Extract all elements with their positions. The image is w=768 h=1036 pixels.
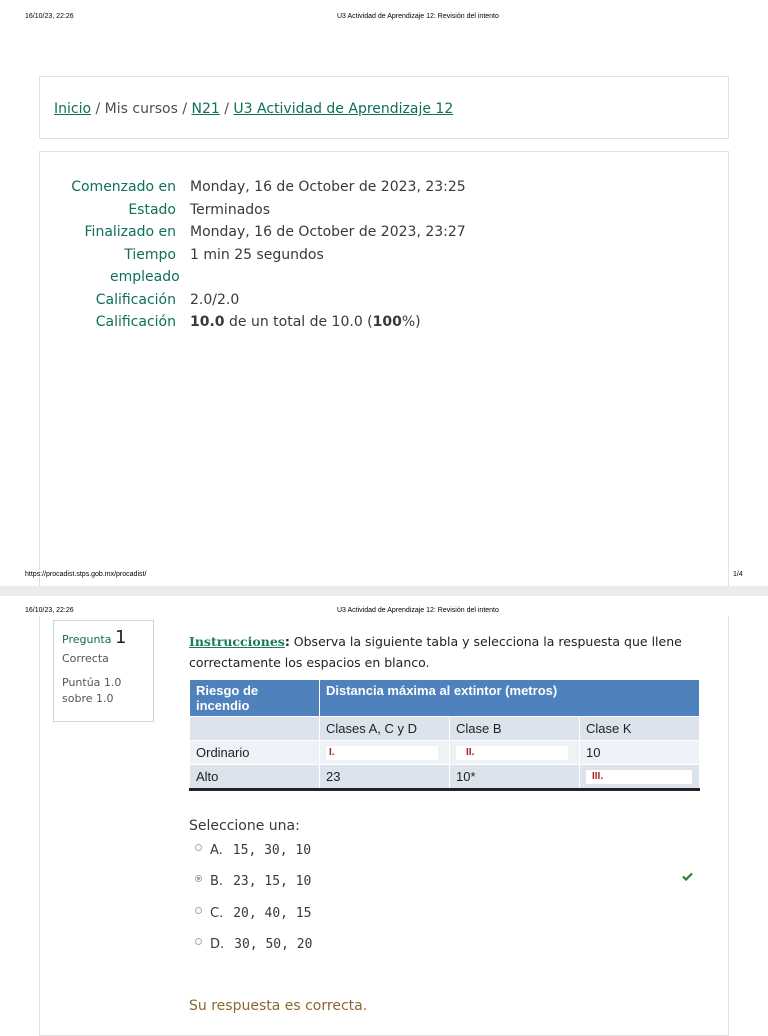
option-letter: B.: [210, 874, 224, 889]
summary-value: 2.0/2.0: [190, 291, 240, 308]
summary-row-marks: [40, 289, 700, 312]
print-page-number: 1/4: [733, 571, 743, 578]
option-text: 23, 15, 10: [233, 874, 312, 889]
instructions-text: Observa la siguiente tabla y selecciona la respuesta que llene correctamente los espacios en blanco.: [189, 634, 682, 670]
table-header-risk: Riesgo de incendio: [190, 680, 320, 717]
breadcrumb-separator: /: [224, 101, 229, 117]
page-break: [0, 586, 768, 596]
blank-field: III.: [586, 770, 692, 784]
option-letter: A.: [210, 843, 223, 858]
summary-value: [190, 311, 700, 334]
breadcrumb-activity-link[interactable]: U3 Actividad de Aprendizaje 12: [233, 101, 454, 117]
table-row-label: Alto: [190, 765, 320, 790]
summary-row-time: [40, 244, 700, 289]
summary-label: Estado: [128, 201, 176, 218]
print-title: U3 Actividad de Aprendizaje 12: Revisión del intento: [337, 607, 499, 614]
summary-row-started: [40, 176, 700, 199]
table-cell: [450, 741, 580, 765]
breadcrumb-courses: Mis cursos: [104, 101, 178, 117]
option-text: 30, 50, 20: [234, 937, 313, 952]
attempt-summary: [40, 176, 700, 334]
summary-value: Monday, 16 de October de 2023, 23:25: [190, 179, 466, 195]
option-letter: D.: [210, 937, 225, 952]
summary-label: Comenzado en: [71, 179, 176, 195]
check-icon: [682, 870, 693, 885]
breadcrumb-container: [39, 76, 729, 139]
select-one-label: Seleccione una:: [189, 818, 300, 834]
table-header-distance: Distancia máxima al extintor (metros): [320, 680, 700, 717]
instructions-label: Instrucciones: [189, 634, 285, 649]
radio-button[interactable]: [195, 844, 202, 851]
print-timestamp: 16/10/23, 22:26: [25, 13, 74, 20]
answer-option-c[interactable]: [195, 906, 312, 921]
breadcrumb: [54, 101, 453, 117]
question-info: [53, 620, 154, 722]
grade-percent: 100: [372, 314, 402, 330]
answer-option-b[interactable]: [195, 874, 311, 889]
question-state: Correcta: [62, 652, 109, 665]
table-subheader: Clases A, C y D: [320, 717, 450, 741]
print-timestamp: 16/10/23, 22:26: [25, 607, 74, 614]
breadcrumb-separator: /: [95, 101, 101, 117]
feedback-text: Su respuesta es correcta.: [189, 998, 368, 1014]
question-label: Pregunta: [62, 633, 112, 646]
print-title: U3 Actividad de Aprendizaje 12: Revisión del intento: [337, 13, 499, 20]
question-number-value: 1: [114, 627, 127, 648]
table-cell: [580, 765, 700, 790]
question-points: Puntúa 1.0 sobre 1.0: [62, 676, 122, 705]
table-cell: 10*: [450, 765, 580, 790]
answer-option-d[interactable]: [195, 937, 312, 952]
summary-label: Calificación: [95, 291, 176, 308]
table-cell: [190, 717, 320, 741]
question-number: [62, 627, 145, 648]
option-letter: C.: [210, 906, 224, 921]
option-text: 15, 30, 10: [232, 843, 312, 858]
distance-table: [189, 679, 700, 791]
table-row-label: Ordinario: [190, 741, 320, 765]
question-text: [189, 631, 709, 673]
table-cell: 23: [320, 765, 450, 790]
table-subheader: Clase K: [580, 717, 700, 741]
option-text: 20, 40, 15: [233, 906, 312, 921]
summary-label: Calificación: [95, 314, 176, 330]
table-cell: 10: [580, 741, 700, 765]
summary-value: 1 min 25 segundos: [190, 246, 324, 263]
grade-text: de un total de 10.0 (: [224, 314, 373, 330]
grade-text-end: %): [401, 314, 421, 330]
answer-option-a[interactable]: [195, 843, 311, 858]
grade-value: 10.0: [190, 314, 225, 330]
breadcrumb-home-link[interactable]: Inicio: [54, 101, 92, 117]
blank-field: II.: [456, 746, 568, 760]
radio-button[interactable]: [195, 938, 202, 945]
table-subheader: Clase B: [450, 717, 580, 741]
summary-row-finished: [40, 221, 700, 244]
summary-value: Monday, 16 de October de 2023, 23:27: [190, 224, 466, 240]
table-cell: [320, 741, 450, 765]
print-url: https://procadist.stps.gob.mx/procadist/: [25, 571, 147, 578]
breadcrumb-separator: /: [182, 101, 188, 117]
breadcrumb-course-link[interactable]: N21: [191, 101, 220, 117]
summary-value: Terminados: [190, 201, 271, 218]
radio-button[interactable]: [195, 907, 202, 914]
radio-button-selected[interactable]: [195, 875, 202, 882]
summary-label: Finalizado en: [84, 224, 176, 240]
summary-row-grade: [40, 311, 700, 334]
summary-label: Tiempo empleado: [110, 246, 180, 285]
instructions-colon: :: [284, 634, 290, 649]
summary-row-state: [40, 199, 700, 222]
blank-field: I.: [326, 746, 438, 760]
